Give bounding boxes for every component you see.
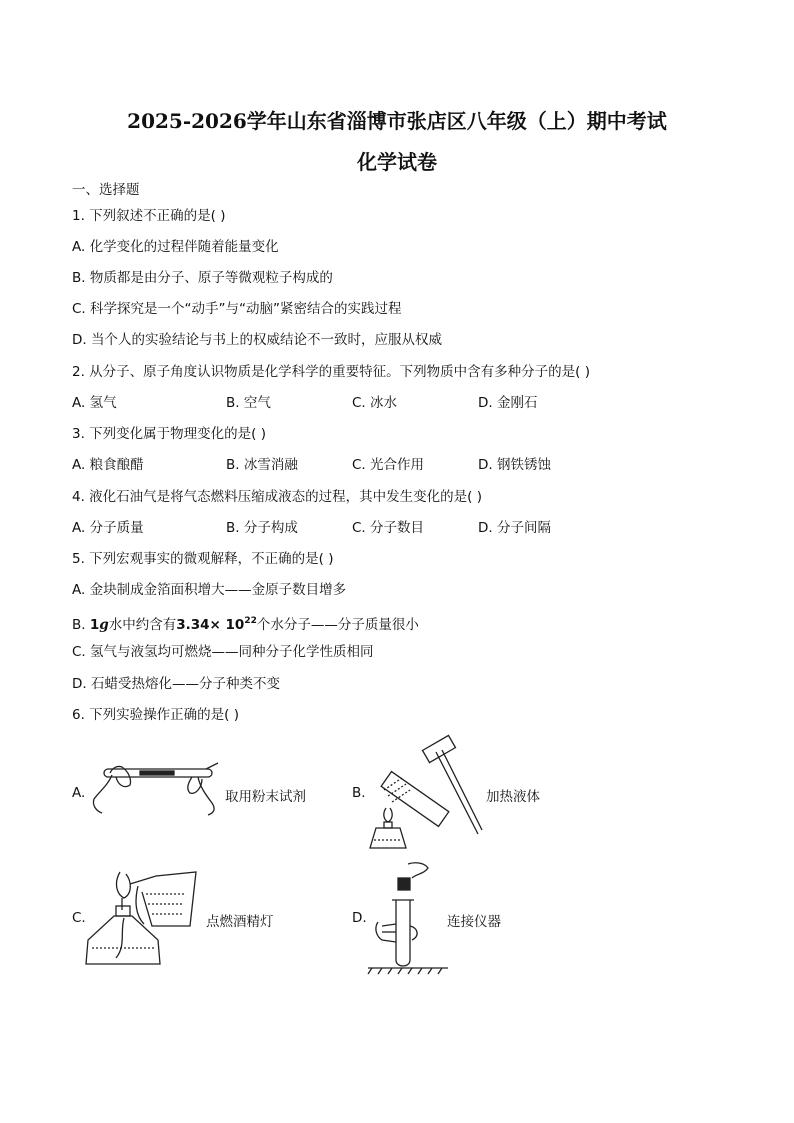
q6-a-label: 取用粉末试剂 — [225, 789, 306, 805]
q3-option-b: B. 冰雪消融 — [226, 457, 298, 473]
q5-option-b-times: × 10 — [209, 617, 245, 633]
q6-c-figure — [86, 862, 204, 974]
q5-option-b-unit: g — [99, 617, 109, 633]
q2-stem: 2. 从分子、原子角度认识物质是化学科学的重要特征。下列物质中含有多种分子的是( ) — [72, 364, 590, 380]
q5-option-b-mid: 水中约含有 — [108, 617, 177, 633]
q4-option-d: D. 分子间隔 — [478, 520, 551, 536]
q4-option-c: C. 分子数目 — [352, 520, 425, 536]
exam-subtitle: 化学试卷 — [357, 150, 437, 174]
q5-option-b-mass: 1 — [89, 617, 100, 633]
q1-option-a: A. 化学变化的过程伴随着能量变化 — [72, 239, 279, 255]
q3-option-d: D. 钢铁锈蚀 — [478, 457, 551, 473]
q4-stem: 4. 液化石油气是将气态燃料压缩成液态的过程，其中发生变化的是( ) — [72, 489, 482, 505]
q1-option-c: C. 科学探究是一个“动手”与“动脑”紧密结合的实践过程 — [72, 301, 402, 317]
q6-b-label: 加热液体 — [486, 789, 540, 805]
q6-b-figure — [366, 738, 486, 856]
q2-option-c: C. 冰水 — [352, 395, 398, 411]
q6-b-letter: B. — [352, 785, 366, 801]
q5-option-b-suffix: 个水分子——分子质量很小 — [256, 617, 419, 633]
q5-option-b-prefix: B. — [72, 617, 90, 633]
q5-option-b-exponent: 22 — [244, 616, 257, 626]
q1-option-d: D. 当个人的实验结论与书上的权威结论不一致时，应服从权威 — [72, 332, 442, 348]
q1-stem: 1. 下列叙述不正确的是( ) — [72, 208, 226, 224]
q6-c-letter: C. — [72, 910, 86, 926]
q6-c-label: 点燃酒精灯 — [206, 914, 274, 930]
q5-option-b — [72, 612, 419, 634]
q3-stem: 3. 下列变化属于物理变化的是( ) — [72, 426, 266, 442]
q6-d-figure — [368, 860, 448, 974]
q5-option-b-number: 3.34 — [176, 617, 210, 633]
q5-option-c: C. 氢气与液氢均可燃烧——同种分子化学性质相同 — [72, 644, 374, 660]
q6-a-letter: A. — [72, 785, 86, 801]
section-heading: 一、选择题 — [72, 182, 140, 198]
q6-d-letter: D. — [352, 910, 367, 926]
q5-option-d: D. 石蜡受热熔化——分子种类不变 — [72, 676, 280, 692]
q1-option-b: B. 物质都是由分子、原子等微观粒子构成的 — [72, 270, 333, 286]
q5-stem: 5. 下列宏观事实的微观解释，不正确的是( ) — [72, 551, 334, 567]
q2-option-d: D. 金刚石 — [478, 395, 538, 411]
q6-a-figure — [88, 755, 223, 817]
q6-d-label: 连接仪器 — [447, 914, 501, 930]
q4-option-a: A. 分子质量 — [72, 520, 144, 536]
q4-option-b: B. 分子构成 — [226, 520, 298, 536]
q2-option-b: B. 空气 — [226, 395, 271, 411]
q2-option-a: A. 氢气 — [72, 395, 117, 411]
q5-option-a: A. 金块制成金箔面积增大——金原子数目增多 — [72, 582, 347, 598]
q6-stem: 6. 下列实验操作正确的是( ) — [72, 707, 239, 723]
exam-title: 2025-2026学年山东省淄博市张店区八年级（上）期中考试 — [127, 109, 667, 133]
q3-option-a: A. 粮食酿醋 — [72, 457, 144, 473]
q3-option-c: C. 光合作用 — [352, 457, 425, 473]
